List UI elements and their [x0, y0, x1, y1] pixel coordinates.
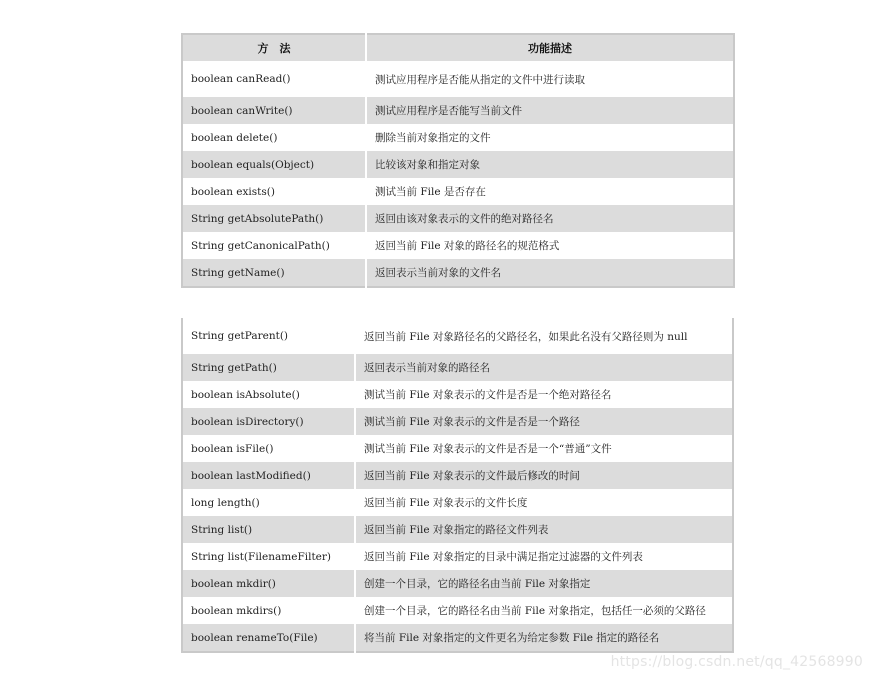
method-cell: boolean canRead(): [182, 61, 366, 97]
method-cell: boolean mkdirs(): [182, 597, 355, 624]
description-cell: 测试当前 File 对象表示的文件是否是一个路径: [355, 408, 733, 435]
table-row: [182, 354, 733, 381]
method-cell: boolean renameTo(File): [182, 624, 355, 652]
method-cell: String getName(): [182, 259, 366, 287]
description-cell: 比较该对象和指定对象: [366, 151, 734, 178]
description-cell: 返回表示当前对象的文件名: [366, 259, 734, 287]
description-cell: 测试当前 File 是否存在: [366, 178, 734, 205]
method-cell: String getPath(): [182, 354, 355, 381]
description-cell: 返回当前 File 对象的路径名的规范格式: [366, 232, 734, 259]
table-row: [182, 408, 733, 435]
header-method: 方 法: [182, 34, 366, 61]
description-cell: 测试应用程序是否能从指定的文件中进行读取: [366, 61, 734, 97]
method-cell: String list(): [182, 516, 355, 543]
table-row: [182, 489, 733, 516]
description-cell: 测试当前 File 对象表示的文件是否是一个“普通”文件: [355, 435, 733, 462]
table-row: [182, 97, 734, 124]
table-row: [182, 124, 734, 151]
method-cell: String getAbsolutePath(): [182, 205, 366, 232]
table-header-row: [182, 34, 734, 61]
method-cell: boolean mkdir(): [182, 570, 355, 597]
method-cell: long length(): [182, 489, 355, 516]
table-row: [182, 259, 734, 287]
method-cell: boolean equals(Object): [182, 151, 366, 178]
table-row: [182, 151, 734, 178]
description-cell: 返回表示当前对象的路径名: [355, 354, 733, 381]
method-cell: String getParent(): [182, 318, 355, 354]
table-row: [182, 462, 733, 489]
description-cell: 删除当前对象指定的文件: [366, 124, 734, 151]
description-cell: 返回由该对象表示的文件的绝对路径名: [366, 205, 734, 232]
description-cell: 返回当前 File 对象表示的文件长度: [355, 489, 733, 516]
method-cell: boolean delete(): [182, 124, 366, 151]
table-row: [182, 381, 733, 408]
description-cell: 返回当前 File 对象表示的文件最后修改的时间: [355, 462, 733, 489]
description-cell: 将当前 File 对象指定的文件更名为给定参数 File 指定的路径名: [355, 624, 733, 652]
table-row: [182, 516, 733, 543]
table-row: [182, 597, 733, 624]
method-cell: boolean isDirectory(): [182, 408, 355, 435]
description-cell: 创建一个目录，它的路径名由当前 File 对象指定: [355, 570, 733, 597]
source-watermark: https://blog.csdn.net/qq_42568990: [610, 654, 863, 670]
method-cell: String list(FilenameFilter): [182, 543, 355, 570]
description-cell: 返回当前 File 对象路径名的父路径名，如果此名没有父路径则为 null: [355, 318, 733, 354]
method-cell: boolean lastModified(): [182, 462, 355, 489]
description-cell: 测试当前 File 对象表示的文件是否是一个绝对路径名: [355, 381, 733, 408]
description-cell: 返回当前 File 对象指定的目录中满足指定过滤器的文件列表: [355, 543, 733, 570]
file-methods-table-2: [181, 318, 734, 653]
table-row: [182, 205, 734, 232]
table-row: [182, 570, 733, 597]
table-row: [182, 435, 733, 462]
table-row: [182, 624, 733, 652]
method-cell: boolean isFile(): [182, 435, 355, 462]
table-row: [182, 318, 733, 354]
table-row: [182, 61, 734, 97]
method-cell: boolean exists(): [182, 178, 366, 205]
description-cell: 创建一个目录，它的路径名由当前 File 对象指定，包括任一必须的父路径: [355, 597, 733, 624]
table-row: [182, 232, 734, 259]
description-cell: 返回当前 File 对象指定的路径文件列表: [355, 516, 733, 543]
method-cell: boolean isAbsolute(): [182, 381, 355, 408]
method-cell: String getCanonicalPath(): [182, 232, 366, 259]
method-cell: boolean canWrite(): [182, 97, 366, 124]
description-cell: 测试应用程序是否能写当前文件: [366, 97, 734, 124]
file-methods-table-1: [181, 33, 735, 288]
table-row: [182, 178, 734, 205]
header-description: 功能描述: [366, 34, 734, 61]
table-row: [182, 543, 733, 570]
